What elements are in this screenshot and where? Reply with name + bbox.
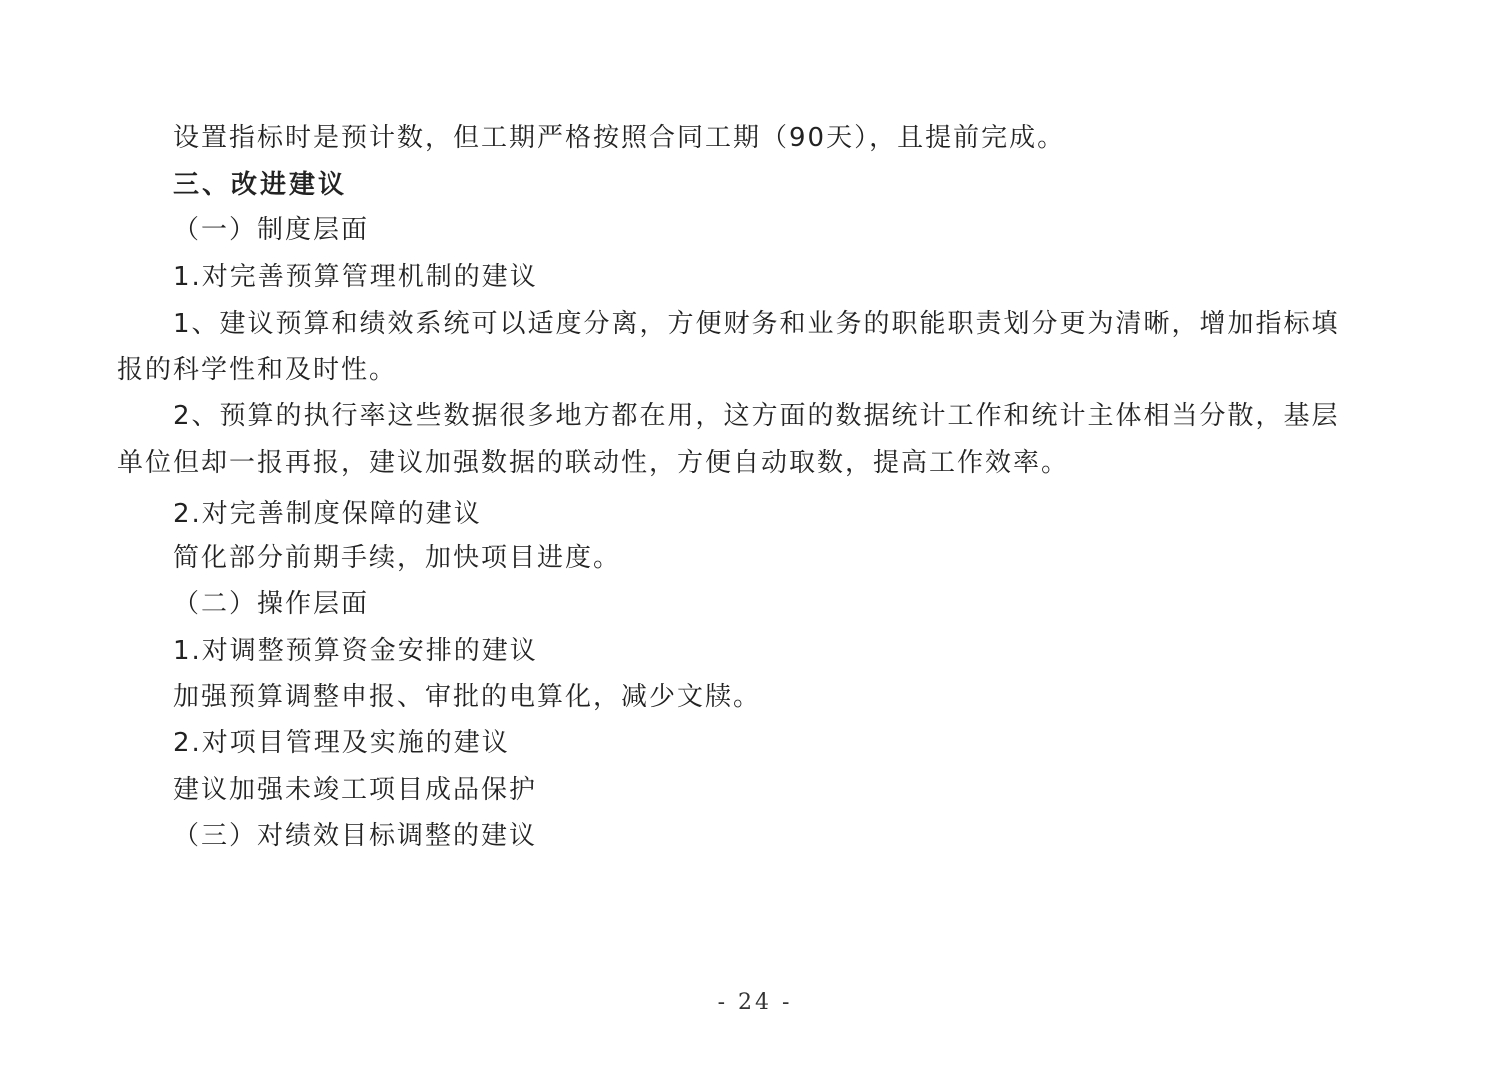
- body-text: 设置指标时是预计数，但工期严格按照合同工期（90天），且提前完成。: [173, 123, 1066, 153]
- body-text: 2、预算的执行率这些数据很多地方都在用，这方面的数据统计工作和统计主体相当分散，基层: [173, 401, 1340, 431]
- body-text: 建议加强未竣工项目成品保护: [173, 775, 538, 805]
- body-text: 单位但却一报再报，建议加强数据的联动性，方便自动取数，提高工作效率。: [117, 448, 1070, 478]
- item-heading: 1.对完善预算管理机制的建议: [173, 262, 538, 292]
- subsection-heading: （二）操作层面: [173, 589, 370, 619]
- page-number: - 24 -: [717, 990, 793, 1015]
- subsection-heading: （一）制度层面: [173, 215, 370, 245]
- body-text: 报的科学性和及时性。: [117, 355, 398, 385]
- item-heading: 2.对项目管理及实施的建议: [173, 728, 510, 758]
- body-text: 1、建议预算和绩效系统可以适度分离，方便财务和业务的职能职责划分更为清晰，增加指标填: [173, 309, 1340, 339]
- section-heading: 三、改进建议: [173, 170, 348, 200]
- item-heading: 1.对调整预算资金安排的建议: [173, 636, 538, 666]
- item-heading: 2.对完善制度保障的建议: [173, 499, 482, 529]
- body-text: 加强预算调整申报、审批的电算化，减少文牍。: [173, 682, 762, 712]
- body-text: 简化部分前期手续，加快项目进度。: [173, 543, 622, 573]
- subsection-heading: （三）对绩效目标调整的建议: [173, 821, 538, 851]
